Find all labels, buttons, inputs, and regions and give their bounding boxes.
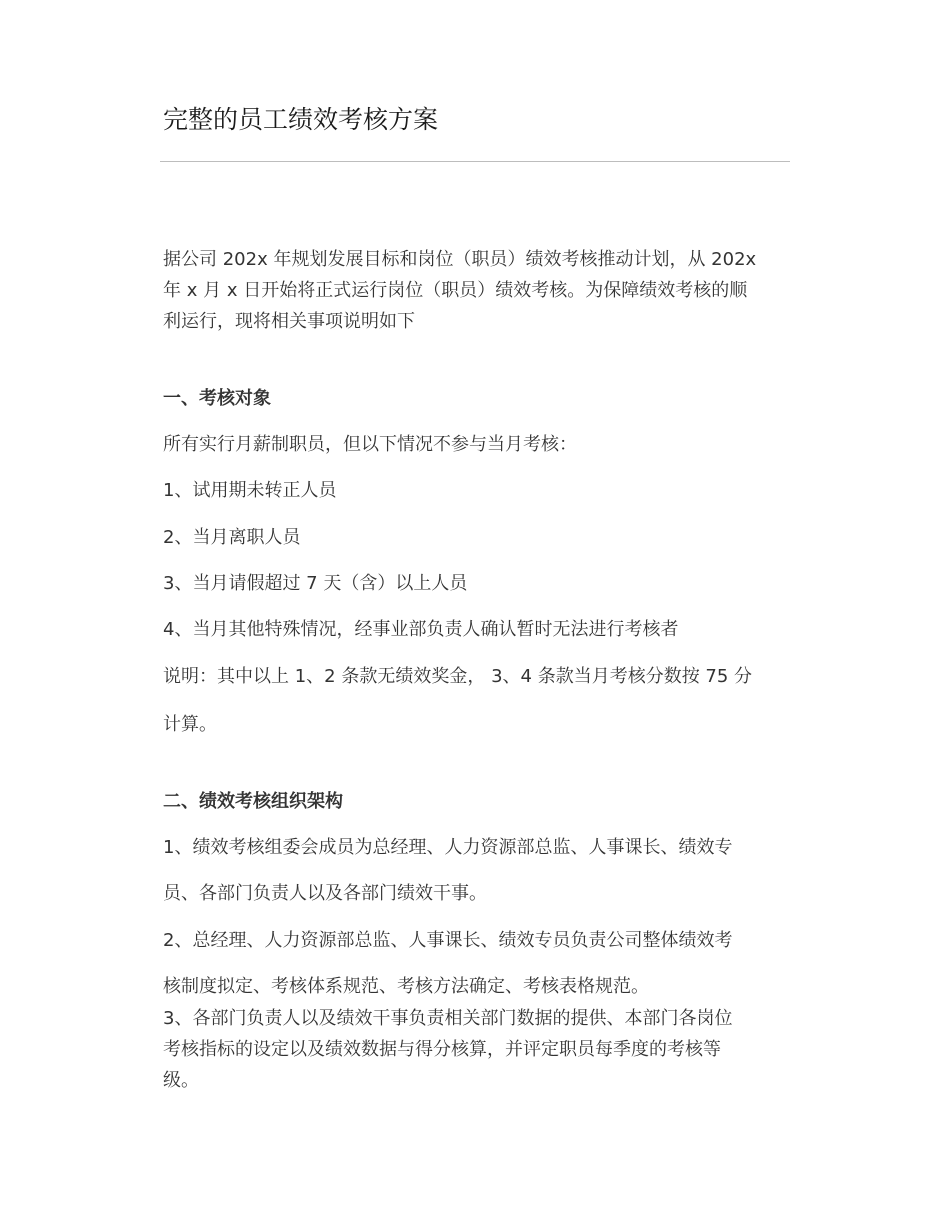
intro-line: 年 x 月 x 日开始将正式运行岗位（职员）绩效考核。为保障绩效考核的顺: [163, 280, 748, 301]
section1-note: 计算。: [163, 714, 217, 735]
list-item: [163, 1003, 732, 1096]
list-item-line: 级。: [163, 1070, 199, 1091]
list-item: 3、当月请假超过 7 天（含）以上人员: [163, 573, 468, 594]
list-item-line: 3、各部门负责人以及绩效干事负责相关部门数据的提供、本部门各岗位: [163, 1008, 733, 1029]
list-item: 1、试用期未转正人员: [163, 480, 337, 501]
list-item: 员、各部门负责人以及各部门绩效干事。: [163, 883, 487, 904]
list-item: 核制度拟定、考核体系规范、考核方法确定、考核表格规范。: [163, 976, 649, 997]
list-item: 2、当月离职人员: [163, 527, 301, 548]
list-item-line: 考核指标的设定以及绩效数据与得分核算，并评定职员每季度的考核等: [163, 1039, 721, 1060]
list-item: 4、当月其他特殊情况，经事业部负责人确认暂时无法进行考核者: [163, 619, 679, 640]
intro-line: 据公司 202x 年规划发展目标和岗位（职员）绩效考核推动计划，从 202x: [163, 249, 757, 270]
title-divider: [160, 161, 790, 162]
section-heading-organization: 二、绩效考核组织架构: [163, 791, 343, 812]
section1-lead: 所有实行月薪制职员，但以下情况不参与当月考核：: [163, 434, 577, 455]
section-heading-assessment-targets: 一、考核对象: [163, 388, 271, 409]
section1-note: 说明：其中以上 1、2 条款无绩效奖金， 3、4 条款当月考核分数按 75 分: [163, 666, 753, 687]
list-item: 2、总经理、人力资源部总监、人事课长、绩效专员负责公司整体绩效考: [163, 930, 733, 951]
list-item: 1、绩效考核组委会成员为总经理、人力资源部总监、人事课长、绩效专: [163, 837, 733, 858]
document-title: 完整的员工绩效考核方案: [163, 105, 439, 134]
intro-line: 利运行，现将相关事项说明如下: [163, 311, 415, 332]
intro-paragraph: [163, 244, 788, 337]
